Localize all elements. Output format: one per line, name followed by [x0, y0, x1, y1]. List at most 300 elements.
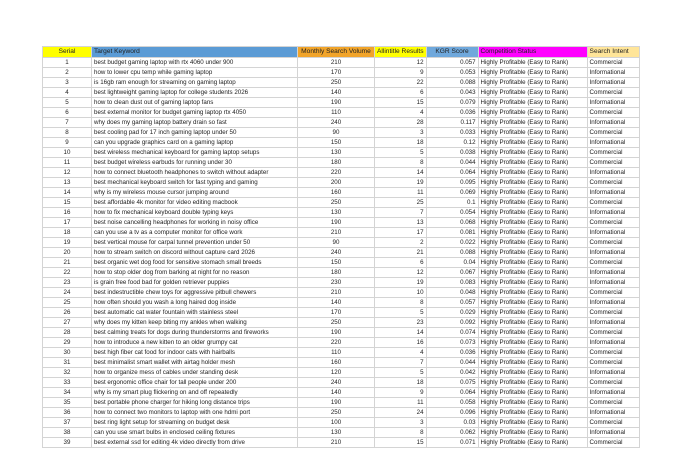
cell-kgr-score[interactable]: 0.088 [426, 248, 478, 258]
header-serial[interactable]: Serial [43, 47, 92, 58]
cell-kgr-score[interactable]: 0.069 [426, 188, 478, 198]
cell-kgr-score[interactable]: 0.044 [426, 358, 478, 368]
cell-monthly-search-volume[interactable]: 150 [298, 258, 375, 268]
cell-serial[interactable]: 29 [43, 338, 92, 348]
cell-competition-status[interactable]: Highly Profitable (Easy to Rank) [478, 228, 587, 238]
cell-target-keyword[interactable]: is grain free food bad for golden retriever puppies [92, 278, 298, 288]
cell-monthly-search-volume[interactable]: 90 [298, 128, 375, 138]
cell-monthly-search-volume[interactable]: 170 [298, 68, 375, 78]
cell-kgr-score[interactable]: 0.081 [426, 228, 478, 238]
cell-kgr-score[interactable]: 0.029 [426, 308, 478, 318]
cell-target-keyword[interactable]: best external ssd for editing 4k video directly from drive [92, 438, 298, 448]
cell-competition-status[interactable]: Highly Profitable (Easy to Rank) [478, 318, 587, 328]
cell-allintitle-results[interactable]: 4 [375, 108, 427, 118]
cell-serial[interactable]: 30 [43, 348, 92, 358]
cell-allintitle-results[interactable]: 18 [375, 138, 427, 148]
cell-allintitle-results[interactable]: 22 [375, 78, 427, 88]
cell-target-keyword[interactable]: best external monitor for budget gaming laptop rtx 4050 [92, 108, 298, 118]
cell-kgr-score[interactable]: 0.083 [426, 278, 478, 288]
cell-competition-status[interactable]: Highly Profitable (Easy to Rank) [478, 328, 587, 338]
cell-search-intent[interactable]: Commercial [587, 438, 639, 448]
cell-serial[interactable]: 2 [43, 68, 92, 78]
cell-monthly-search-volume[interactable]: 220 [298, 168, 375, 178]
table-row [43, 128, 640, 138]
cell-serial[interactable]: 39 [43, 438, 92, 448]
cell-serial[interactable]: 28 [43, 328, 92, 338]
cell-monthly-search-volume[interactable]: 210 [298, 58, 375, 68]
cell-target-keyword[interactable]: how to lower cpu temp while gaming laptop [92, 68, 298, 78]
cell-search-intent[interactable]: Commercial [587, 218, 639, 228]
cell-search-intent[interactable]: Informational [587, 168, 639, 178]
cell-monthly-search-volume[interactable]: 210 [298, 438, 375, 448]
cell-monthly-search-volume[interactable]: 140 [298, 388, 375, 398]
cell-serial[interactable]: 9 [43, 138, 92, 148]
cell-target-keyword[interactable]: how to organize mess of cables under standing desk [92, 368, 298, 378]
cell-target-keyword[interactable]: best vertical mouse for carpal tunnel prevention under 50 [92, 238, 298, 248]
cell-serial[interactable]: 34 [43, 388, 92, 398]
cell-allintitle-results[interactable]: 12 [375, 58, 427, 68]
cell-serial[interactable]: 23 [43, 278, 92, 288]
cell-competition-status[interactable]: Highly Profitable (Easy to Rank) [478, 338, 587, 348]
cell-search-intent[interactable]: Informational [587, 248, 639, 258]
table-row [43, 138, 640, 148]
cell-search-intent[interactable]: Commercial [587, 148, 639, 158]
cell-serial[interactable]: 26 [43, 308, 92, 318]
cell-kgr-score[interactable]: 0.067 [426, 268, 478, 278]
cell-kgr-score[interactable]: 0.038 [426, 148, 478, 158]
cell-serial[interactable]: 27 [43, 318, 92, 328]
cell-allintitle-results[interactable]: 9 [375, 388, 427, 398]
cell-allintitle-results[interactable]: 14 [375, 168, 427, 178]
cell-monthly-search-volume[interactable]: 140 [298, 88, 375, 98]
cell-kgr-score[interactable]: 0.071 [426, 438, 478, 448]
cell-target-keyword[interactable]: best calming treats for dogs during thunderstorms and fireworks [92, 328, 298, 338]
cell-search-intent[interactable]: Informational [587, 208, 639, 218]
cell-monthly-search-volume[interactable]: 140 [298, 298, 375, 308]
cell-monthly-search-volume[interactable]: 130 [298, 428, 375, 438]
cell-monthly-search-volume[interactable]: 130 [298, 148, 375, 158]
cell-allintitle-results[interactable]: 6 [375, 258, 427, 268]
cell-target-keyword[interactable]: how to fix mechanical keyboard double typing keys [92, 208, 298, 218]
table-row [43, 148, 640, 158]
cell-target-keyword[interactable]: best ring light setup for streaming on budget desk [92, 418, 298, 428]
cell-allintitle-results[interactable]: 21 [375, 248, 427, 258]
table-body [43, 58, 640, 448]
cell-competition-status[interactable]: Highly Profitable (Easy to Rank) [478, 398, 587, 408]
table-row [43, 188, 640, 198]
cell-monthly-search-volume[interactable]: 110 [298, 348, 375, 358]
cell-monthly-search-volume[interactable]: 250 [298, 408, 375, 418]
cell-monthly-search-volume[interactable]: 150 [298, 138, 375, 148]
cell-kgr-score[interactable]: 0.053 [426, 68, 478, 78]
table-row [43, 98, 640, 108]
cell-allintitle-results[interactable]: 5 [375, 148, 427, 158]
cell-serial[interactable]: 5 [43, 98, 92, 108]
cell-monthly-search-volume[interactable]: 110 [298, 108, 375, 118]
cell-competition-status[interactable]: Highly Profitable (Easy to Rank) [478, 348, 587, 358]
cell-kgr-score[interactable]: 0.022 [426, 238, 478, 248]
cell-competition-status[interactable]: Highly Profitable (Easy to Rank) [478, 268, 587, 278]
cell-monthly-search-volume[interactable]: 180 [298, 268, 375, 278]
cell-monthly-search-volume[interactable]: 190 [298, 98, 375, 108]
header-allintitle-results[interactable]: Allintitle Results [375, 47, 427, 58]
cell-target-keyword[interactable]: best automatic cat water fountain with stainless steel [92, 308, 298, 318]
cell-allintitle-results[interactable]: 25 [375, 198, 427, 208]
cell-serial[interactable]: 20 [43, 248, 92, 258]
cell-monthly-search-volume[interactable]: 240 [298, 248, 375, 258]
cell-target-keyword[interactable]: best budget wireless earbuds for running under 30 [92, 158, 298, 168]
cell-search-intent[interactable]: Informational [587, 78, 639, 88]
cell-search-intent[interactable]: Commercial [587, 328, 639, 338]
cell-target-keyword[interactable]: why is my smart plug flickering on and off repeatedly [92, 388, 298, 398]
cell-competition-status[interactable]: Highly Profitable (Easy to Rank) [478, 138, 587, 148]
cell-monthly-search-volume[interactable]: 200 [298, 178, 375, 188]
cell-competition-status[interactable]: Highly Profitable (Easy to Rank) [478, 298, 587, 308]
cell-target-keyword[interactable]: best ergonomic office chair for tall people under 200 [92, 378, 298, 388]
header-monthly-search-volume[interactable]: Monthly Search Volume [298, 47, 375, 58]
cell-serial[interactable]: 18 [43, 228, 92, 238]
cell-kgr-score[interactable]: 0.074 [426, 328, 478, 338]
cell-search-intent[interactable]: Informational [587, 98, 639, 108]
cell-monthly-search-volume[interactable]: 210 [298, 228, 375, 238]
cell-kgr-score[interactable]: 0.057 [426, 58, 478, 68]
cell-competition-status[interactable]: Highly Profitable (Easy to Rank) [478, 188, 587, 198]
cell-search-intent[interactable]: Commercial [587, 178, 639, 188]
cell-monthly-search-volume[interactable]: 250 [298, 78, 375, 88]
cell-competition-status[interactable]: Highly Profitable (Easy to Rank) [478, 68, 587, 78]
cell-competition-status[interactable]: Highly Profitable (Easy to Rank) [478, 248, 587, 258]
cell-serial[interactable]: 22 [43, 268, 92, 278]
cell-allintitle-results[interactable]: 9 [375, 68, 427, 78]
cell-kgr-score[interactable]: 0.04 [426, 258, 478, 268]
cell-monthly-search-volume[interactable]: 210 [298, 288, 375, 298]
cell-monthly-search-volume[interactable]: 90 [298, 238, 375, 248]
cell-search-intent[interactable]: Informational [587, 298, 639, 308]
cell-allintitle-results[interactable]: 2 [375, 238, 427, 248]
cell-allintitle-results[interactable]: 5 [375, 308, 427, 318]
header-search-intent[interactable]: Search Intent [587, 47, 639, 58]
cell-kgr-score[interactable]: 0.042 [426, 368, 478, 378]
cell-allintitle-results[interactable]: 7 [375, 208, 427, 218]
cell-serial[interactable]: 33 [43, 378, 92, 388]
cell-target-keyword[interactable]: why does my kitten keep biting my ankles when walking [92, 318, 298, 328]
cell-competition-status[interactable]: Highly Profitable (Easy to Rank) [478, 408, 587, 418]
cell-search-intent[interactable]: Informational [587, 338, 639, 348]
cell-allintitle-results[interactable]: 11 [375, 398, 427, 408]
cell-kgr-score[interactable]: 0.064 [426, 388, 478, 398]
cell-target-keyword[interactable]: best budget gaming laptop with rtx 4060 under 900 [92, 58, 298, 68]
cell-search-intent[interactable]: Commercial [587, 348, 639, 358]
cell-serial[interactable]: 11 [43, 158, 92, 168]
cell-target-keyword[interactable]: can you upgrade graphics card on a gaming laptop [92, 138, 298, 148]
cell-search-intent[interactable]: Informational [587, 268, 639, 278]
table-row [43, 248, 640, 258]
cell-search-intent[interactable]: Informational [587, 228, 639, 238]
cell-allintitle-results[interactable]: 8 [375, 158, 427, 168]
cell-monthly-search-volume[interactable]: 230 [298, 278, 375, 288]
cell-competition-status[interactable]: Highly Profitable (Easy to Rank) [478, 158, 587, 168]
cell-serial[interactable]: 10 [43, 148, 92, 158]
cell-serial[interactable]: 35 [43, 398, 92, 408]
cell-allintitle-results[interactable]: 11 [375, 188, 427, 198]
cell-allintitle-results[interactable]: 8 [375, 298, 427, 308]
cell-serial[interactable]: 36 [43, 408, 92, 418]
cell-search-intent[interactable]: Informational [587, 188, 639, 198]
cell-serial[interactable]: 16 [43, 208, 92, 218]
cell-target-keyword[interactable]: how to introduce a new kitten to an older grumpy cat [92, 338, 298, 348]
cell-serial[interactable]: 31 [43, 358, 92, 368]
cell-search-intent[interactable]: Commercial [587, 398, 639, 408]
cell-monthly-search-volume[interactable]: 170 [298, 308, 375, 318]
cell-serial[interactable]: 7 [43, 118, 92, 128]
table-row [43, 158, 640, 168]
table-row [43, 348, 640, 358]
cell-monthly-search-volume[interactable]: 180 [298, 158, 375, 168]
cell-target-keyword[interactable]: can you use a tv as a computer monitor for office work [92, 228, 298, 238]
cell-competition-status[interactable]: Highly Profitable (Easy to Rank) [478, 418, 587, 428]
table-row [43, 268, 640, 278]
cell-competition-status[interactable]: Highly Profitable (Easy to Rank) [478, 128, 587, 138]
cell-serial[interactable]: 13 [43, 178, 92, 188]
table-row [43, 168, 640, 178]
cell-target-keyword[interactable]: how to connect two monitors to laptop with one hdmi port [92, 408, 298, 418]
cell-competition-status[interactable]: Highly Profitable (Easy to Rank) [478, 168, 587, 178]
cell-kgr-score[interactable]: 0.1 [426, 198, 478, 208]
cell-search-intent[interactable]: Commercial [587, 58, 639, 68]
cell-serial[interactable]: 21 [43, 258, 92, 268]
cell-search-intent[interactable]: Commercial [587, 288, 639, 298]
cell-kgr-score[interactable]: 0.073 [426, 338, 478, 348]
cell-kgr-score[interactable]: 0.095 [426, 178, 478, 188]
cell-search-intent[interactable]: Informational [587, 368, 639, 378]
cell-competition-status[interactable]: Highly Profitable (Easy to Rank) [478, 78, 587, 88]
cell-target-keyword[interactable]: how to stop older dog from barking at night for no reason [92, 268, 298, 278]
cell-monthly-search-volume[interactable]: 100 [298, 418, 375, 428]
cell-target-keyword[interactable]: best lightweight gaming laptop for college students 2026 [92, 88, 298, 98]
cell-kgr-score[interactable]: 0.12 [426, 138, 478, 148]
cell-target-keyword[interactable]: can you use smart bulbs in enclosed ceiling fixtures [92, 428, 298, 438]
cell-monthly-search-volume[interactable]: 160 [298, 188, 375, 198]
cell-target-keyword[interactable]: best minimalist smart wallet with airtag holder mesh [92, 358, 298, 368]
cell-target-keyword[interactable]: why is my wireless mouse cursor jumping around [92, 188, 298, 198]
cell-target-keyword[interactable]: best noise cancelling headphones for working in noisy office [92, 218, 298, 228]
cell-kgr-score[interactable]: 0.058 [426, 398, 478, 408]
cell-search-intent[interactable]: Commercial [587, 88, 639, 98]
cell-target-keyword[interactable]: why does my gaming laptop battery drain so fast [92, 118, 298, 128]
cell-allintitle-results[interactable]: 10 [375, 288, 427, 298]
cell-search-intent[interactable]: Commercial [587, 358, 639, 368]
cell-search-intent[interactable]: Commercial [587, 158, 639, 168]
cell-competition-status[interactable]: Highly Profitable (Easy to Rank) [478, 378, 587, 388]
cell-kgr-score[interactable]: 0.075 [426, 378, 478, 388]
cell-kgr-score[interactable]: 0.03 [426, 418, 478, 428]
cell-kgr-score[interactable]: 0.043 [426, 88, 478, 98]
cell-monthly-search-volume[interactable]: 250 [298, 198, 375, 208]
cell-competition-status[interactable]: Highly Profitable (Easy to Rank) [478, 288, 587, 298]
cell-serial[interactable]: 32 [43, 368, 92, 378]
table-row [43, 108, 640, 118]
cell-serial[interactable]: 17 [43, 218, 92, 228]
cell-search-intent[interactable]: Commercial [587, 198, 639, 208]
cell-target-keyword[interactable]: how to connect bluetooth headphones to switch without adapter [92, 168, 298, 178]
cell-serial[interactable]: 15 [43, 198, 92, 208]
header-target-keyword[interactable]: Target Keyword [92, 47, 298, 58]
cell-allintitle-results[interactable]: 13 [375, 218, 427, 228]
cell-competition-status[interactable]: Highly Profitable (Easy to Rank) [478, 258, 587, 268]
cell-competition-status[interactable]: Highly Profitable (Easy to Rank) [478, 428, 587, 438]
cell-target-keyword[interactable]: best portable phone charger for hiking long distance trips [92, 398, 298, 408]
cell-allintitle-results[interactable]: 8 [375, 428, 427, 438]
cell-search-intent[interactable]: Informational [587, 318, 639, 328]
cell-allintitle-results[interactable]: 4 [375, 348, 427, 358]
table-row [43, 328, 640, 338]
table-row [43, 398, 640, 408]
cell-kgr-score[interactable]: 0.054 [426, 208, 478, 218]
cell-allintitle-results[interactable]: 5 [375, 368, 427, 378]
cell-kgr-score[interactable]: 0.079 [426, 98, 478, 108]
cell-allintitle-results[interactable]: 24 [375, 408, 427, 418]
cell-kgr-score[interactable]: 0.062 [426, 428, 478, 438]
cell-kgr-score[interactable]: 0.036 [426, 108, 478, 118]
header-competition-status[interactable]: Competition Status [478, 47, 587, 58]
cell-target-keyword[interactable]: best affordable 4k monitor for video editing macbook [92, 198, 298, 208]
cell-serial[interactable]: 19 [43, 238, 92, 248]
cell-serial[interactable]: 4 [43, 88, 92, 98]
table-row [43, 368, 640, 378]
cell-allintitle-results[interactable]: 6 [375, 88, 427, 98]
cell-monthly-search-volume[interactable]: 160 [298, 358, 375, 368]
cell-competition-status[interactable]: Highly Profitable (Easy to Rank) [478, 58, 587, 68]
cell-competition-status[interactable]: Highly Profitable (Easy to Rank) [478, 208, 587, 218]
cell-competition-status[interactable]: Highly Profitable (Easy to Rank) [478, 88, 587, 98]
cell-search-intent[interactable]: Commercial [587, 258, 639, 268]
cell-serial[interactable]: 37 [43, 418, 92, 428]
cell-allintitle-results[interactable]: 3 [375, 418, 427, 428]
cell-monthly-search-volume[interactable]: 190 [298, 218, 375, 228]
cell-allintitle-results[interactable]: 19 [375, 278, 427, 288]
cell-search-intent[interactable]: Informational [587, 138, 639, 148]
cell-competition-status[interactable]: Highly Profitable (Easy to Rank) [478, 278, 587, 288]
cell-target-keyword[interactable]: how often should you wash a long haired dog inside [92, 298, 298, 308]
cell-target-keyword[interactable]: best indestructible chew toys for aggressive pitbull chewers [92, 288, 298, 298]
cell-search-intent[interactable]: Informational [587, 388, 639, 398]
cell-search-intent[interactable]: Informational [587, 428, 639, 438]
cell-allintitle-results[interactable]: 16 [375, 338, 427, 348]
cell-kgr-score[interactable]: 0.092 [426, 318, 478, 328]
cell-search-intent[interactable]: Commercial [587, 128, 639, 138]
cell-allintitle-results[interactable]: 15 [375, 438, 427, 448]
table-row [43, 78, 640, 88]
cell-serial[interactable]: 6 [43, 108, 92, 118]
cell-allintitle-results[interactable]: 18 [375, 378, 427, 388]
cell-target-keyword[interactable]: how to clean dust out of gaming laptop fans [92, 98, 298, 108]
cell-serial[interactable]: 25 [43, 298, 92, 308]
cell-target-keyword[interactable]: best high fiber cat food for indoor cats with hairballs [92, 348, 298, 358]
cell-search-intent[interactable]: Informational [587, 408, 639, 418]
cell-allintitle-results[interactable]: 7 [375, 358, 427, 368]
cell-kgr-score[interactable]: 0.117 [426, 118, 478, 128]
cell-monthly-search-volume[interactable]: 240 [298, 378, 375, 388]
cell-search-intent[interactable]: Commercial [587, 108, 639, 118]
cell-search-intent[interactable]: Commercial [587, 378, 639, 388]
cell-allintitle-results[interactable]: 15 [375, 98, 427, 108]
cell-kgr-score[interactable]: 0.033 [426, 128, 478, 138]
table-row [43, 298, 640, 308]
cell-target-keyword[interactable]: best cooling pad for 17 inch gaming laptop under 50 [92, 128, 298, 138]
cell-kgr-score[interactable]: 0.036 [426, 348, 478, 358]
cell-serial[interactable]: 8 [43, 128, 92, 138]
cell-allintitle-results[interactable]: 3 [375, 128, 427, 138]
cell-kgr-score[interactable]: 0.088 [426, 78, 478, 88]
cell-competition-status[interactable]: Highly Profitable (Easy to Rank) [478, 178, 587, 188]
cell-serial[interactable]: 12 [43, 168, 92, 178]
cell-kgr-score[interactable]: 0.064 [426, 168, 478, 178]
cell-target-keyword[interactable]: is 16gb ram enough for streaming on gaming laptop [92, 78, 298, 88]
cell-competition-status[interactable]: Highly Profitable (Easy to Rank) [478, 98, 587, 108]
cell-competition-status[interactable]: Highly Profitable (Easy to Rank) [478, 388, 587, 398]
cell-competition-status[interactable]: Highly Profitable (Easy to Rank) [478, 308, 587, 318]
cell-monthly-search-volume[interactable]: 190 [298, 398, 375, 408]
cell-serial[interactable]: 14 [43, 188, 92, 198]
table-row [43, 338, 640, 348]
cell-monthly-search-volume[interactable]: 220 [298, 338, 375, 348]
cell-target-keyword[interactable]: how to stream switch on discord without capture card 2026 [92, 248, 298, 258]
table-row [43, 228, 640, 238]
cell-competition-status[interactable]: Highly Profitable (Easy to Rank) [478, 438, 587, 448]
cell-allintitle-results[interactable]: 23 [375, 318, 427, 328]
cell-kgr-score[interactable]: 0.068 [426, 218, 478, 228]
cell-allintitle-results[interactable]: 14 [375, 328, 427, 338]
cell-kgr-score[interactable]: 0.096 [426, 408, 478, 418]
cell-target-keyword[interactable]: best organic wet dog food for sensitive stomach small breeds [92, 258, 298, 268]
table-row [43, 258, 640, 268]
cell-target-keyword[interactable]: best wireless mechanical keyboard for gaming laptop setups [92, 148, 298, 158]
cell-serial[interactable]: 24 [43, 288, 92, 298]
cell-allintitle-results[interactable]: 19 [375, 178, 427, 188]
cell-allintitle-results[interactable]: 17 [375, 228, 427, 238]
cell-search-intent[interactable]: Commercial [587, 418, 639, 428]
cell-monthly-search-volume[interactable]: 190 [298, 328, 375, 338]
cell-search-intent[interactable]: Informational [587, 118, 639, 128]
cell-monthly-search-volume[interactable]: 240 [298, 118, 375, 128]
cell-search-intent[interactable]: Commercial [587, 308, 639, 318]
cell-monthly-search-volume[interactable]: 120 [298, 368, 375, 378]
cell-competition-status[interactable]: Highly Profitable (Easy to Rank) [478, 198, 587, 208]
cell-competition-status[interactable]: Highly Profitable (Easy to Rank) [478, 218, 587, 228]
header-kgr-score[interactable]: KGR Score [426, 47, 478, 58]
cell-allintitle-results[interactable]: 12 [375, 268, 427, 278]
cell-allintitle-results[interactable]: 28 [375, 118, 427, 128]
cell-competition-status[interactable]: Highly Profitable (Easy to Rank) [478, 368, 587, 378]
cell-competition-status[interactable]: Highly Profitable (Easy to Rank) [478, 358, 587, 368]
cell-competition-status[interactable]: Highly Profitable (Easy to Rank) [478, 148, 587, 158]
cell-serial[interactable]: 1 [43, 58, 92, 68]
cell-kgr-score[interactable]: 0.044 [426, 158, 478, 168]
cell-target-keyword[interactable]: best mechanical keyboard switch for fast typing and gaming [92, 178, 298, 188]
cell-kgr-score[interactable]: 0.057 [426, 298, 478, 308]
cell-monthly-search-volume[interactable]: 130 [298, 208, 375, 218]
cell-monthly-search-volume[interactable]: 250 [298, 318, 375, 328]
cell-serial[interactable]: 38 [43, 428, 92, 438]
cell-competition-status[interactable]: Highly Profitable (Easy to Rank) [478, 238, 587, 248]
cell-competition-status[interactable]: Highly Profitable (Easy to Rank) [478, 108, 587, 118]
cell-search-intent[interactable]: Commercial [587, 238, 639, 248]
cell-search-intent[interactable]: Informational [587, 278, 639, 288]
cell-competition-status[interactable]: Highly Profitable (Easy to Rank) [478, 118, 587, 128]
cell-kgr-score[interactable]: 0.048 [426, 288, 478, 298]
cell-serial[interactable]: 3 [43, 78, 92, 88]
cell-search-intent[interactable]: Informational [587, 68, 639, 78]
